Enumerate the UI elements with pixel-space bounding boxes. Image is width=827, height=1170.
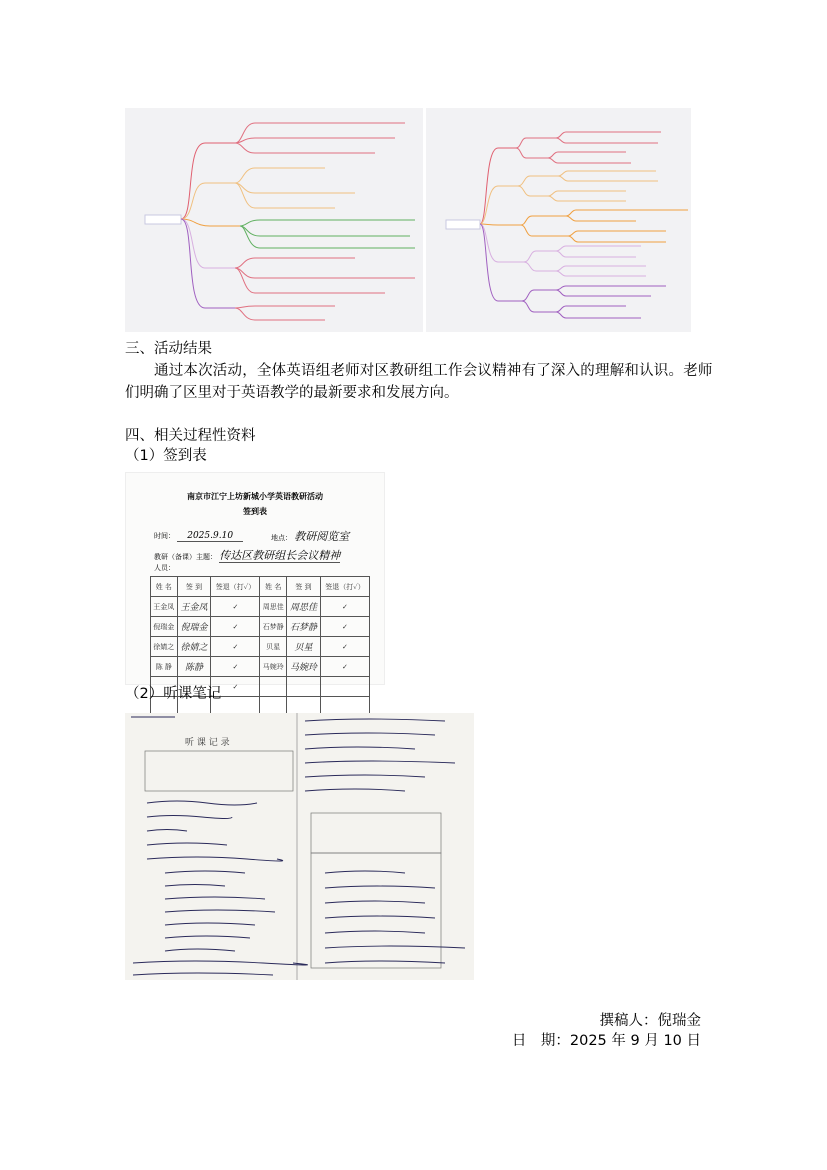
signout-cell: ✓	[211, 617, 260, 637]
signout-cell: ✓	[320, 597, 369, 617]
signature-cell: 石梦静	[287, 617, 321, 637]
signout-cell: ✓	[211, 597, 260, 617]
subheading-lesson-notes: （2）听课笔记	[125, 686, 222, 702]
name-cell	[260, 677, 287, 697]
section-heading-materials: 四、相关过程性资料	[125, 428, 256, 444]
signout-cell: ✓	[320, 657, 369, 677]
name-cell: 马婉玲	[260, 657, 287, 677]
mindmap-image-right	[426, 108, 691, 332]
place-value: 教研阅览室	[294, 530, 350, 543]
date-line: 日 期：2025 年 9 月 10 日	[511, 1033, 701, 1049]
time-value: 2025.9.10	[177, 531, 243, 542]
table-row	[151, 657, 370, 677]
handwritten-notes-graphic	[125, 713, 474, 980]
name-cell: 徐婧之	[151, 637, 178, 657]
signout-cell: ✓	[320, 617, 369, 637]
time-label: 时间：	[154, 532, 175, 540]
signout-cell: ✓	[211, 677, 260, 697]
signin-subtitle: 签到表	[243, 506, 267, 516]
signin-title: 南京市江宁上坊新城小学英语教研活动	[187, 491, 323, 501]
name-cell: 贝星	[260, 637, 287, 657]
staff-label: 人员：	[154, 564, 175, 572]
name-cell: 周思佳	[260, 597, 287, 617]
header-cell: 签 到	[177, 577, 211, 597]
notes-title: 听 课 记 录	[185, 738, 230, 748]
signature-cell: 周思佳	[287, 597, 321, 617]
topic-label: 教研（备课）主题：	[154, 553, 217, 561]
mindmap-left-graphic	[125, 108, 423, 332]
header-cell: 签退（打✓）	[320, 577, 369, 597]
subheading-signin-sheet: （1）签到表	[125, 448, 207, 464]
results-paragraph-line1: 通过本次活动，全体英语组老师对区教研组工作会议精神有了深入的理解和认识。老师	[154, 363, 713, 379]
name-cell: 王金凤	[151, 597, 178, 617]
header-cell: 姓 名	[260, 577, 287, 597]
table-row	[151, 617, 370, 637]
table-row	[151, 597, 370, 617]
header-cell: 签退（打✓）	[211, 577, 260, 597]
signout-cell: ✓	[211, 637, 260, 657]
signature-cell: 倪瑞金	[177, 617, 211, 637]
author-line: 撰稿人：倪瑞金	[599, 1013, 701, 1029]
signin-sheet-image	[125, 472, 385, 691]
signout-cell: ✓	[320, 637, 369, 657]
topic-value: 传达区教研组长会议精神	[219, 549, 341, 562]
lesson-notes-image	[125, 713, 474, 980]
header-cell: 签 到	[287, 577, 321, 597]
mindmap-image-left	[125, 108, 423, 332]
section-heading-results: 三、活动结果	[125, 341, 212, 357]
signature-cell: 王金凤	[177, 597, 211, 617]
signature-cell: 贝星	[287, 637, 321, 657]
signout-cell: ✓	[211, 657, 260, 677]
signout-cell	[320, 677, 369, 697]
table-row	[151, 637, 370, 657]
name-cell: 石梦静	[260, 617, 287, 637]
signature-cell: 陈静	[177, 657, 211, 677]
results-paragraph-line2: 们明确了区里对于英语教学的最新要求和发展方向。	[125, 385, 459, 401]
signature-cell	[287, 677, 321, 697]
place-label: 地点：	[271, 534, 292, 542]
name-cell: 陈 静	[151, 657, 178, 677]
header-cell: 姓 名	[151, 577, 178, 597]
signature-cell: 马婉玲	[287, 657, 321, 677]
name-cell: 倪瑞金	[151, 617, 178, 637]
signature-cell: 徐婧之	[177, 637, 211, 657]
table-header-row	[151, 577, 370, 597]
mindmap-right-graphic	[426, 108, 691, 332]
